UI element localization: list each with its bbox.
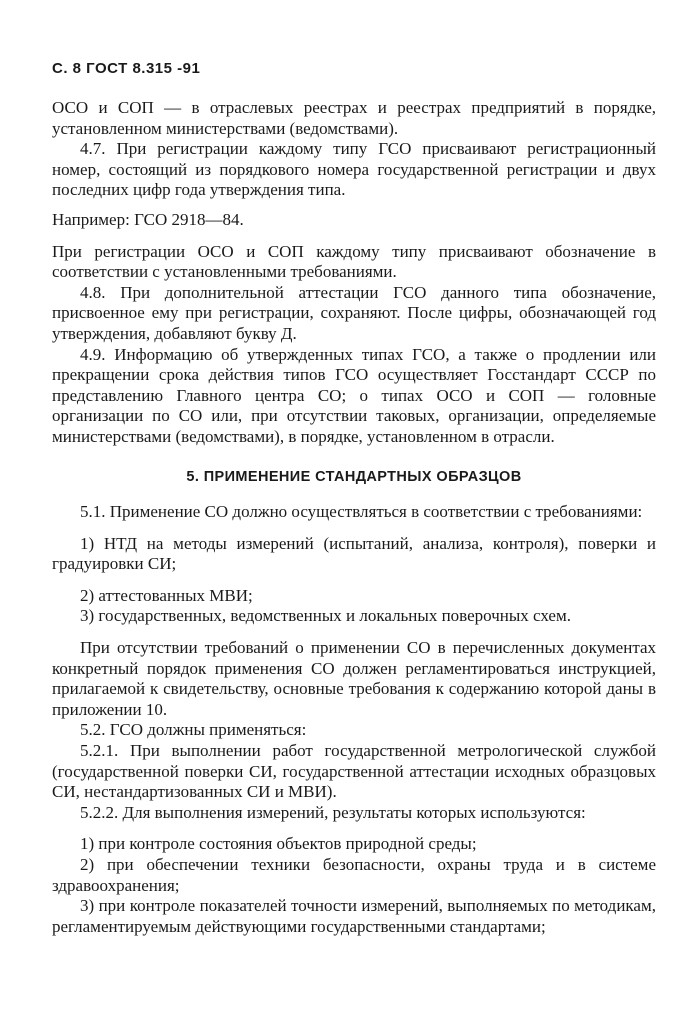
list-item-5-1-1: 1) НТД на методы измерений (испытаний, анализа, контроля), поверки и градуировки СИ; [52, 533, 656, 574]
paragraph-5-1: 5.1. Применение СО должно осуществляться в соответствии с требованиями: [80, 502, 643, 522]
section-heading-5: 5. ПРИМЕНЕНИЕ СТАНДАРТНЫХ ОБРАЗЦОВ [186, 468, 522, 485]
paragraph-instructions: При отсутствии требований о применении СО в перечисленных документах конкретный порядок применения СО должен регламентироваться инструкцией, прилагаемой к свидетельству, основные требования к содержанию которой даны в приложении 10. [52, 638, 656, 719]
list-item-5-2-2-3: 3) при контроле показателей точности измерений, выполняемых по методикам, регламентируемым действующими государственными стандартами; [52, 896, 656, 936]
running-header: С. 8 ГОСТ 8.315 -91 [52, 60, 201, 77]
paragraph-5-2-2: 5.2.2. Для выполнения измерений, результаты которых используются: [80, 802, 586, 822]
list-item-5-2-2-1: 1) при контроле состояния объектов природной среды; [80, 834, 477, 854]
paragraph-5-2: 5.2. ГСО должны применяться: [80, 720, 307, 740]
document-body [52, 98, 656, 937]
paragraph-4-8: 4.8. При дополнительной аттестации ГСО данного типа обозначение, присвоенное ему при регистрации, сохраняют. После цифры, обозначающей год утверждения, добавляют букву Д. [52, 282, 656, 343]
paragraph-5-2-1: 5.2.1. При выполнении работ государственной метрологической службой (государственной поверки СИ, государственной аттестации исходных образцовых СИ, нестандартизованных СИ и МВИ). [52, 741, 656, 802]
example-gso-number: Например: ГСО 2918—84. [52, 209, 244, 229]
list-item-5-2-2-2: 2) при обеспечении техники безопасности, охраны труда и в системе здравоохранения; [52, 855, 656, 895]
list-item-5-1-2: 2) аттестованных МВИ; [80, 585, 253, 605]
paragraph-4-9: 4.9. Информацию об утвержденных типах ГСО, а также о продлении или прекращении срока действия типов ГСО осуществляет Госстандарт СССР по представлению Главного центра СО; о типах ОСО и СОП — головные организации по СО или, при отсутствии таковых, организации, определяемые министерствами (ведомствами), в порядке, установленном в отрасли. [52, 344, 656, 446]
paragraph-4-7: 4.7. При регистрации каждому типу ГСО присваивают регистрационный номер, состоящий из порядкового номера государственной регистрации и двух последних цифр года утверждения типа. [52, 139, 656, 200]
paragraph-oso-sop-designation: При регистрации ОСО и СОП каждому типу присваивают обозначение в соответствии с установленными требованиями. [52, 241, 656, 282]
list-item-5-1-3: 3) государственных, ведомственных и локальных поверочных схем. [80, 606, 571, 626]
paragraph-oso-sop-registry: ОСО и СОП — в отраслевых реестрах и реестрах предприятий в порядке, установленном министерствами (ведомствами). [52, 98, 656, 138]
